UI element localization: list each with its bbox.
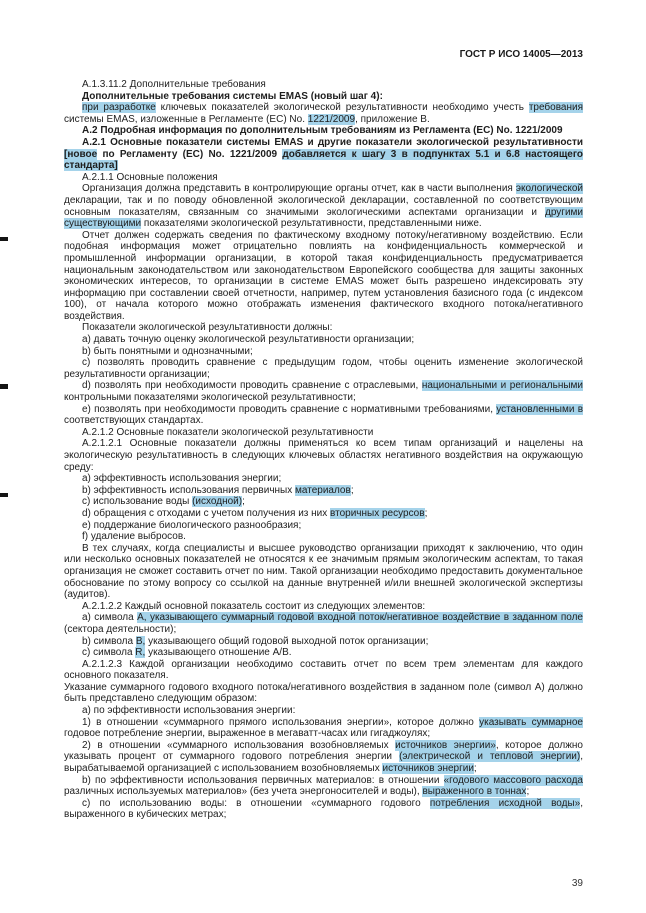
- highlighted-text: требования: [528, 102, 583, 114]
- paragraph: [64, 79, 583, 91]
- text-segment: А.2.1.2.3 Каждой организации необходимо составить отчет по всем трем элементам для каждого основного показателя.: [64, 658, 583, 682]
- paragraph: [64, 427, 583, 439]
- text-segment: b) символа: [82, 635, 136, 647]
- highlighted-text: «годового массового расхода: [443, 774, 583, 786]
- text-segment: , выраженного в кубических метрах;: [64, 797, 583, 821]
- text-segment: В тех случаях, когда специалисты и высшее руководство организации приходят к заключению, что один или несколько основных показателей не относятся к ее значимым прямым экологическим аспектам, то такая организация не сможет составить отчет по ним. Такой организации необходимо предоставить документальное обоснование по этому вопросу со ссылкой на данные внутренней и/или внешней экологической экспертизы (аудитов).: [64, 542, 583, 601]
- text-segment: c) по использованию воды: в отношении «суммарного годового: [82, 797, 430, 809]
- text-segment: Показатели экологической результативности должны:: [82, 322, 333, 334]
- paragraph: [64, 485, 583, 497]
- text-segment: указывающего общий годовой выходной поток организации;: [145, 635, 429, 647]
- highlighted-text: экологической: [515, 183, 583, 195]
- paragraph: [64, 380, 583, 403]
- paragraph: [64, 705, 583, 717]
- paragraph: [64, 102, 583, 125]
- paragraph: [64, 357, 583, 380]
- scan-artifact: [0, 237, 8, 241]
- highlighted-text: В,: [135, 635, 146, 647]
- paragraph: [64, 775, 583, 798]
- text-segment: 2) в отношении «суммарного использования возобновляемых: [82, 739, 396, 751]
- paragraph: [64, 636, 583, 648]
- text-segment: А.1.3.11.2 Дополнительные требования: [82, 79, 266, 90]
- highlighted-text: 1221/2009: [307, 113, 356, 125]
- text-segment: a) эффективность использования энергии;: [82, 473, 282, 485]
- text-segment: соответствующих стандартах.: [64, 415, 204, 427]
- text-segment: b) эффективность использования первичных: [82, 484, 296, 496]
- text-segment: указывающего отношение А/В.: [145, 647, 292, 659]
- text-segment: , которое должно указывать процент от суммарного годового потребления энергии: [64, 739, 583, 763]
- text-segment: f) удаление выбросов.: [82, 531, 186, 543]
- text-segment: А.2.1.2.1 Основные показатели должны применяться ко всем типам организаций и нацелены на экологическую результативность в следующих ключевых областях негативного воздействия на окружающую среду:: [64, 438, 583, 473]
- text-segment: b) по эффективности использования первичных материалов: в отношении: [82, 774, 444, 786]
- highlighted-text: источников энергии»: [395, 739, 496, 751]
- text-segment: А.2 Подробная информация по дополнительным требованиям из Регламента (ЕС) No. 1221/2009: [82, 125, 563, 137]
- text-segment: декларации, так и по поводу обновленной экологической декларации, составленной по соответствующим основным показателям, связанным со значимыми экологическими аспектами организации и: [64, 194, 583, 218]
- page-footer: [572, 878, 583, 889]
- highlighted-text: источников энергии: [382, 763, 474, 775]
- paragraph: [64, 520, 583, 532]
- highlighted-text: указывать суммарное: [479, 716, 583, 728]
- text-segment: годовое потребление энергии, выраженное в мегаватт-часах или гигаджоулях;: [64, 728, 431, 740]
- text-segment: системы EMAS, изложенные в Регламенте (ЕС) No.: [64, 113, 308, 125]
- highlighted-text: А, указывающего суммарный годовой входной поток/негативное воздействие в заданном поле: [137, 612, 583, 624]
- highlighted-text: (электрической и тепловой энергии): [399, 751, 581, 763]
- text-segment: c) использование воды: [82, 496, 193, 508]
- text-segment: b) быть понятными и однозначными;: [82, 345, 253, 357]
- text-segment: ;: [473, 763, 477, 775]
- text-segment: c) символа: [82, 647, 136, 659]
- text-segment: 1) в отношении «суммарного прямого использования энергии», которое должно: [82, 716, 480, 728]
- paragraph: [64, 647, 583, 659]
- paragraph: [64, 612, 583, 635]
- highlighted-text: потребления исходной воды»: [429, 797, 581, 809]
- text-segment: показателями экологической результативности, представленными ниже.: [141, 218, 482, 230]
- paragraph: [64, 230, 583, 323]
- highlighted-text: материалов: [295, 484, 351, 496]
- highlighted-text: R,: [135, 647, 146, 659]
- text-segment: a) давать точную оценку экологической результативности организации;: [82, 334, 415, 346]
- text-segment: e) поддержание биологического разнообразия;: [82, 519, 302, 531]
- highlighted-text: установленными в: [496, 403, 584, 415]
- text-segment: d) позволять при необходимости проводить сравнение с отраслевыми,: [82, 380, 422, 392]
- heading-paragraph: [64, 91, 583, 103]
- text-segment: e) позволять при необходимости проводить сравнение с нормативными требованиями,: [82, 403, 497, 415]
- paragraph: [64, 322, 583, 334]
- paragraph: [64, 438, 583, 473]
- text-segment: ключевых показателей экологической результативности необходимо учесть: [155, 102, 529, 114]
- paragraph: [64, 798, 583, 821]
- heading-paragraph: [64, 125, 583, 137]
- highlighted-text: другими существующими: [64, 206, 583, 230]
- paragraph: [64, 183, 583, 229]
- highlighted-text: (исходной): [192, 496, 243, 508]
- highlighted-text: национальными и региональными: [421, 380, 584, 392]
- text-segment: Дополнительные требования системы EMAS (новый шаг 4):: [82, 90, 383, 102]
- text-segment: (сектора деятельности);: [64, 623, 177, 635]
- text-segment: ;: [424, 507, 428, 519]
- text-segment: Организация должна представить в контролирующие органы отчет, как в части выполнения: [82, 183, 516, 195]
- heading-paragraph: [64, 137, 583, 172]
- text-segment: ;: [242, 496, 245, 508]
- text-segment: по Регламенту (ЕС) No. 1221/2009: [97, 148, 283, 160]
- text-segment: a) символа: [82, 612, 138, 624]
- paragraph: [64, 531, 583, 543]
- paragraph: [64, 496, 583, 508]
- highlighted-text: добавляется к шагу 3 в подпунктах 5.1 и 6.8 настоящего стандарта]: [64, 148, 583, 172]
- page-number: 39: [571, 878, 583, 889]
- text-segment: a) по эффективности использования энергии:: [82, 705, 296, 717]
- paragraph: [64, 508, 583, 520]
- paragraph: [64, 172, 583, 184]
- text-segment: Указание суммарного годового входного потока/негативного воздействия в заданном поле (символ А) должно быть представлено следующим образом:: [64, 681, 583, 705]
- standard-number: ГОСТ Р ИСО 14005—2013: [459, 49, 583, 60]
- paragraph: [64, 740, 583, 775]
- text-segment: А.2.1 Основные показатели системы EMAS и другие показатели экологической результативности: [82, 136, 583, 148]
- text-segment: ;: [526, 786, 530, 798]
- text-segment: , вырабатываемой организацией с использованием возобновляемых: [64, 751, 583, 775]
- text-segment: ;: [350, 484, 354, 496]
- paragraph: [64, 682, 583, 705]
- paragraph: [64, 601, 583, 613]
- text-segment: А.2.1.1 Основные положения: [82, 171, 218, 183]
- paragraph: [64, 334, 583, 346]
- text-segment: c) позволять проводить сравнение с предыдущим годом, чтобы оценить изменение экологической результативности организации;: [64, 357, 583, 380]
- paragraph: [64, 404, 583, 427]
- highlighted-text: [новое: [64, 148, 98, 160]
- highlighted-text: вторичных ресурсов: [330, 507, 425, 519]
- paragraph: [64, 543, 583, 601]
- paragraph: [64, 473, 583, 485]
- highlighted-text: при разработке: [82, 102, 156, 114]
- text-segment: Отчет должен содержать сведения по фактическому входному потоку/негативному воздействию. Если подобная информация может отрицательно повлиять на конфиденциальность коммерческой и промышленной информации организации, в которой такая конфиденциальность предусматривается национальным законодательством или законодательством Европейского сообщества для защиты законных экономических интересов, то организации в системе EMAS может быть разрешено индексировать эту информацию при составлении своей отчетности, например, путем установления базисного года (с индексом 100), от начала которого можно отображать изменения фактического входного потока/негативного воздействия.: [64, 229, 583, 322]
- paragraph: [64, 717, 583, 740]
- document-body: [64, 79, 583, 821]
- scan-artifact: [0, 384, 8, 389]
- text-segment: контрольными показателями экологической результативности;: [64, 392, 356, 404]
- text-segment: А.2.1.2 Основные показатели экологической результативности: [82, 426, 374, 438]
- paragraph: [64, 346, 583, 358]
- text-segment: различных используемых материалов» (без учета энергоносителей и воды),: [64, 786, 423, 798]
- text-segment: , приложение В.: [355, 113, 430, 125]
- scan-artifact: [0, 493, 8, 497]
- highlighted-text: выраженного в тоннах: [422, 786, 527, 798]
- document-header: [64, 49, 583, 60]
- text-segment: d) обращения с отходами с учетом получения из них: [82, 507, 331, 519]
- paragraph: [64, 659, 583, 682]
- text-segment: А.2.1.2.2 Каждый основной показатель состоит из следующих элементов:: [82, 600, 426, 612]
